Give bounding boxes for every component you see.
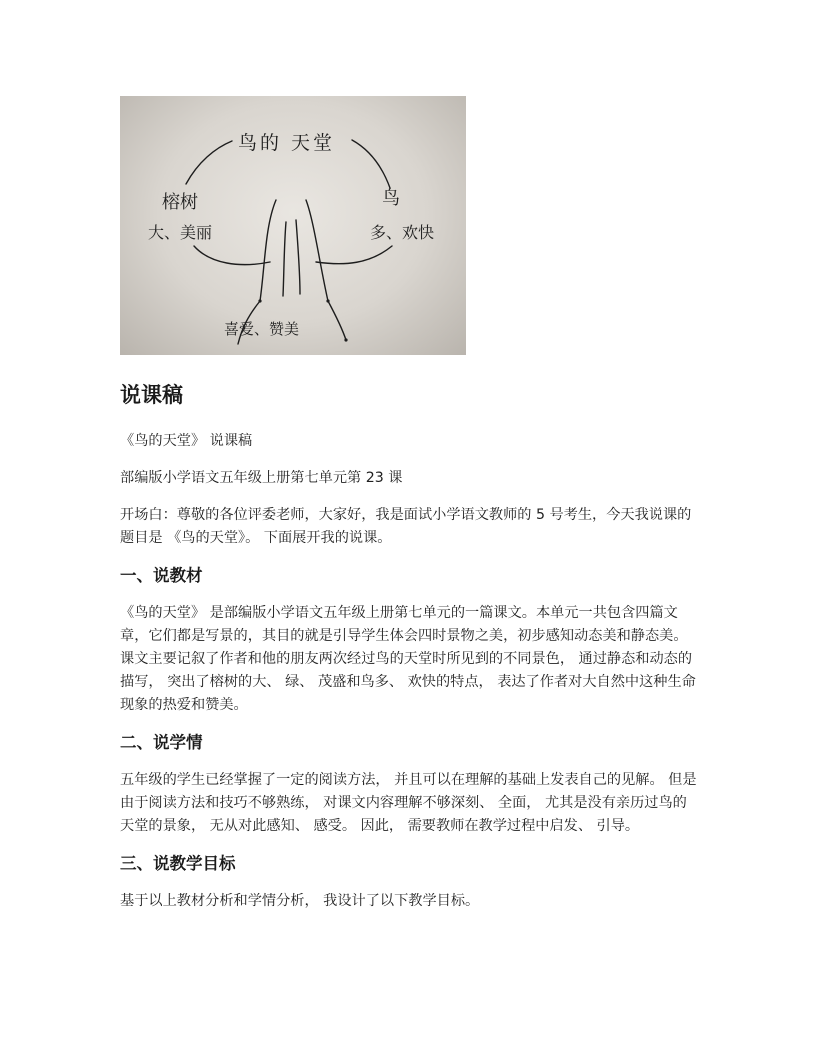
- document-page: [120, 96, 698, 913]
- sketch-right-sub: 多、欢快: [370, 223, 435, 242]
- sketch-left-title: 榕树: [162, 192, 198, 213]
- opening-paragraph: 开场白：尊敬的各位评委老师，大家好，我是面试小学语文教师的 5 号考生，今天我说课的题目是 《鸟的天堂》。 下面展开我的说课。: [120, 507, 692, 546]
- page-title: 说课稿: [120, 383, 183, 407]
- section-heading-students: 二、说学情: [120, 733, 203, 752]
- sketch-right-title: 鸟: [382, 188, 400, 209]
- course-info: 部编版小学语文五年级上册第七单元第 23 课: [120, 470, 403, 486]
- section-heading-materials: 一、说教材: [120, 566, 203, 585]
- section-body-objectives: 基于以上教材分析和学情分析， 我设计了以下教学目标。: [120, 893, 480, 909]
- section-body-students: 五年级的学生已经掌握了一定的阅读方法， 并且可以在理解的基础上发表自己的见解。 但是由于阅读方法和技巧不够熟练， 对课文内容理解不够深刻、 全面， 尤其是没有亲历过鸟的天堂的景象， 无从对此感知、 感受。 因此， 需要教师在教学过程中启发、 引导。: [120, 772, 697, 834]
- sketch-left-sub: 大、美丽: [148, 223, 213, 242]
- section-heading-objectives: 三、说教学目标: [120, 854, 236, 873]
- doc-subtitle: 《鸟的天堂》 说课稿: [120, 433, 253, 449]
- sketch-title: 鸟的 天堂: [238, 132, 336, 154]
- section-body-materials: 《鸟的天堂》 是部编版小学语文五年级上册第七单元的一篇课文。本单元一共包含四篇文章，它们都是写景的，其目的就是引导学生体会四时景物之美，初步感知动态美和静态美。课文主要记叙了作者和他的朋友两次经过鸟的天堂时所见到的不同景色， 通过静态和动态的描写， 突出了榕树的大、 绿、 茂盛和鸟多、 欢快的特点， 表达了作者对大自然中这种生命现象的热爱和赞美。: [120, 605, 696, 713]
- board-sketch-photo: [120, 96, 466, 355]
- sketch-bottom: 喜爱、赞美: [224, 320, 300, 338]
